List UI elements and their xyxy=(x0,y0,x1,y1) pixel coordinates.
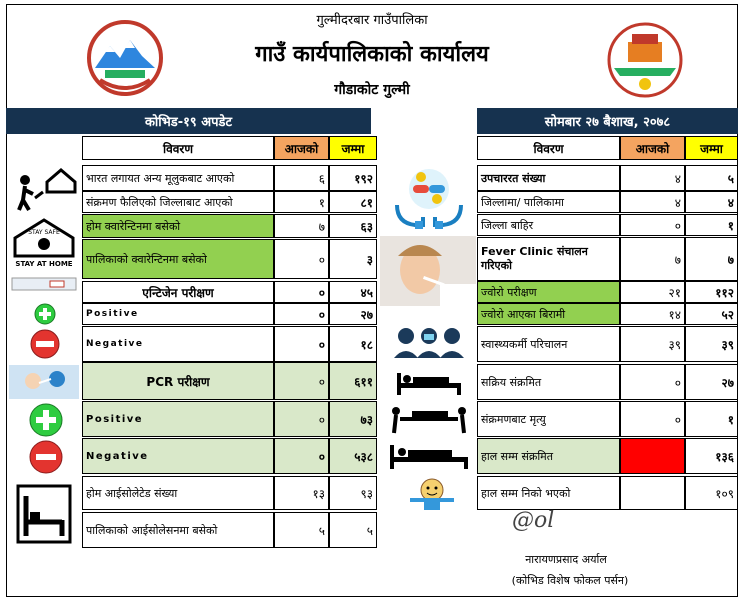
signatory-title: (कोभिड विशेष फोकल पर्सन) xyxy=(511,574,629,587)
left-row-total: ४५ xyxy=(329,281,377,303)
right-row-today xyxy=(620,476,685,510)
left-row-today: ७ xyxy=(274,214,329,238)
left-row-total: १८ xyxy=(329,326,377,362)
left-desc-header: विवरण xyxy=(82,136,274,160)
antigen-negative-label: Negative xyxy=(82,326,274,362)
covid-update-bar: कोभिड-१९ अपडेट xyxy=(6,108,371,134)
left-row-label: संक्रमण फैलिएको जिल्लाबाट आएको xyxy=(82,191,274,213)
right-row-today: ७ xyxy=(620,237,685,281)
left-row-today: ० xyxy=(274,401,329,437)
right-row-total: १ xyxy=(685,214,738,236)
antigen-test-label: एन्टिजेन परीक्षण xyxy=(82,281,274,303)
left-row-total: १९२ xyxy=(329,165,377,191)
right-row-label: संक्रमणबाट मृत्यु xyxy=(477,401,620,437)
left-row-total: ८१ xyxy=(329,191,377,213)
left-row-label: पालिकाको क्वारेन्टिनमा बसेको xyxy=(82,239,274,279)
left-row-total: ६३ xyxy=(329,214,377,238)
right-row-label: जिल्ला बाहिर xyxy=(477,214,620,236)
municipality-logo xyxy=(600,20,690,100)
right-row-total: १३६ xyxy=(685,438,738,474)
home-isolation-label: होम आईसोलेटेड संख्या xyxy=(82,476,274,510)
right-row-total: ३९ xyxy=(685,326,738,362)
right-row-total: ५२ xyxy=(685,303,738,325)
right-row-label: सक्रिय संक्रमित xyxy=(477,364,620,400)
left-row-total: ५ xyxy=(329,512,377,548)
stay-safe-text: STAY SAFE xyxy=(28,229,60,236)
pcr-positive-label: Positive xyxy=(82,401,274,437)
right-row-total: १ xyxy=(685,401,738,437)
nepal-emblem-logo xyxy=(80,18,170,100)
right-row-total: २७ xyxy=(685,364,738,400)
pcr-swab-icon xyxy=(8,364,80,400)
signatory-name: नारायणप्रसाद अर्याल xyxy=(525,553,607,566)
bed-icon xyxy=(8,480,80,548)
left-row-total: ७३ xyxy=(329,401,377,437)
pcr-negative-label: Negative xyxy=(82,438,274,474)
left-row-today: ० xyxy=(274,239,329,279)
right-row-total: ७ xyxy=(685,237,738,281)
right-row-today: ४ xyxy=(620,191,685,213)
negative-minus-icon xyxy=(28,328,62,360)
left-row-total: ३ xyxy=(329,239,377,279)
left-row-today: १३ xyxy=(274,476,329,510)
municipality-name: गुल्मीदरबार गाउँपालिका xyxy=(316,13,428,28)
pcr-test-label: PCR परीक्षण xyxy=(82,362,274,400)
right-row-label: स्वास्थ्यकर्मी परिचालन xyxy=(477,326,620,362)
right-row-label: ज्वोरो परीक्षण xyxy=(477,281,620,303)
office-location: गौडाकोट गुल्मी xyxy=(334,82,410,98)
left-row-today: ६ xyxy=(274,165,329,191)
right-row-total: ५ xyxy=(685,165,738,191)
right-row-label: ज्वोरो आएका बिरामी xyxy=(477,303,620,325)
right-row-total: ११२ xyxy=(685,281,738,303)
left-row-total: ९३ xyxy=(329,476,377,510)
right-desc-header: विवरण xyxy=(477,136,620,160)
fever-clinic-label: Fever Clinic संचालन गरिएको xyxy=(477,237,620,281)
left-today-header: आजको xyxy=(274,136,329,160)
signature-scribble: @ol xyxy=(512,508,555,533)
test-kit-icon xyxy=(8,270,80,298)
sick-child-photo xyxy=(380,236,476,306)
pcr-positive-plus-icon xyxy=(26,402,66,438)
right-row-today: ३९ xyxy=(620,326,685,362)
left-row-total: ५३८ xyxy=(329,438,377,474)
right-row-today: ० xyxy=(620,401,685,437)
stretcher-icon xyxy=(382,401,476,437)
left-row-label: भारत लगायत अन्य मूलुकबाट आएको xyxy=(82,165,274,191)
left-row-total: २७ xyxy=(329,303,377,325)
left-row-today: ० xyxy=(274,281,329,303)
infected-bed-icon xyxy=(382,438,476,474)
medicine-hands-icon xyxy=(382,162,476,234)
left-row-today: ० xyxy=(274,362,329,400)
left-row-today: ० xyxy=(274,303,329,325)
recovered-child-icon xyxy=(392,476,472,510)
left-row-today: १ xyxy=(274,191,329,213)
patient-bed-icon xyxy=(382,364,476,400)
right-total-header: जम्मा xyxy=(685,136,738,160)
right-row-today: ० xyxy=(620,364,685,400)
antigen-positive-label: Positive xyxy=(82,303,274,325)
palika-isolation-label: पालिकाको आईसोलेसनमा बसेको xyxy=(82,512,274,548)
right-row-label: उपचाररत संख्या xyxy=(477,165,620,191)
right-row-total: १०९ xyxy=(685,476,738,510)
positive-plus-icon xyxy=(30,303,60,325)
left-total-header: जम्मा xyxy=(329,136,377,160)
left-row-today: ० xyxy=(274,326,329,362)
date-bar: सोमबार २७ बैशाख, २०७८ xyxy=(477,108,738,134)
right-row-today: १४ xyxy=(620,303,685,325)
stay-home-text: STAY AT HOME xyxy=(15,260,73,268)
total-infected-today-red xyxy=(620,438,685,474)
left-row-label: होम क्वारेन्टिनमा बसेको xyxy=(82,214,274,238)
left-row-total: ६११ xyxy=(329,362,377,400)
stay-home-icon xyxy=(8,216,80,268)
left-row-today: ५ xyxy=(274,512,329,548)
right-row-today: ४ xyxy=(620,165,685,191)
right-today-header: आजको xyxy=(620,136,685,160)
right-row-today: २१ xyxy=(620,281,685,303)
left-row-today: ० xyxy=(274,438,329,474)
right-row-today: ० xyxy=(620,214,685,236)
right-row-total: ४ xyxy=(685,191,738,213)
person-travel-icon xyxy=(8,160,80,214)
pcr-negative-minus-icon xyxy=(26,439,66,475)
health-workers-icon xyxy=(382,322,476,362)
right-row-label: हाल सम्म निको भएको xyxy=(477,476,620,510)
right-row-label: हाल सम्म संक्रमित xyxy=(477,438,620,474)
right-row-label: जिल्लामा/ पालिकामा xyxy=(477,191,620,213)
office-title: गाउँ कार्यपालिकाको कार्यालय xyxy=(255,42,489,67)
